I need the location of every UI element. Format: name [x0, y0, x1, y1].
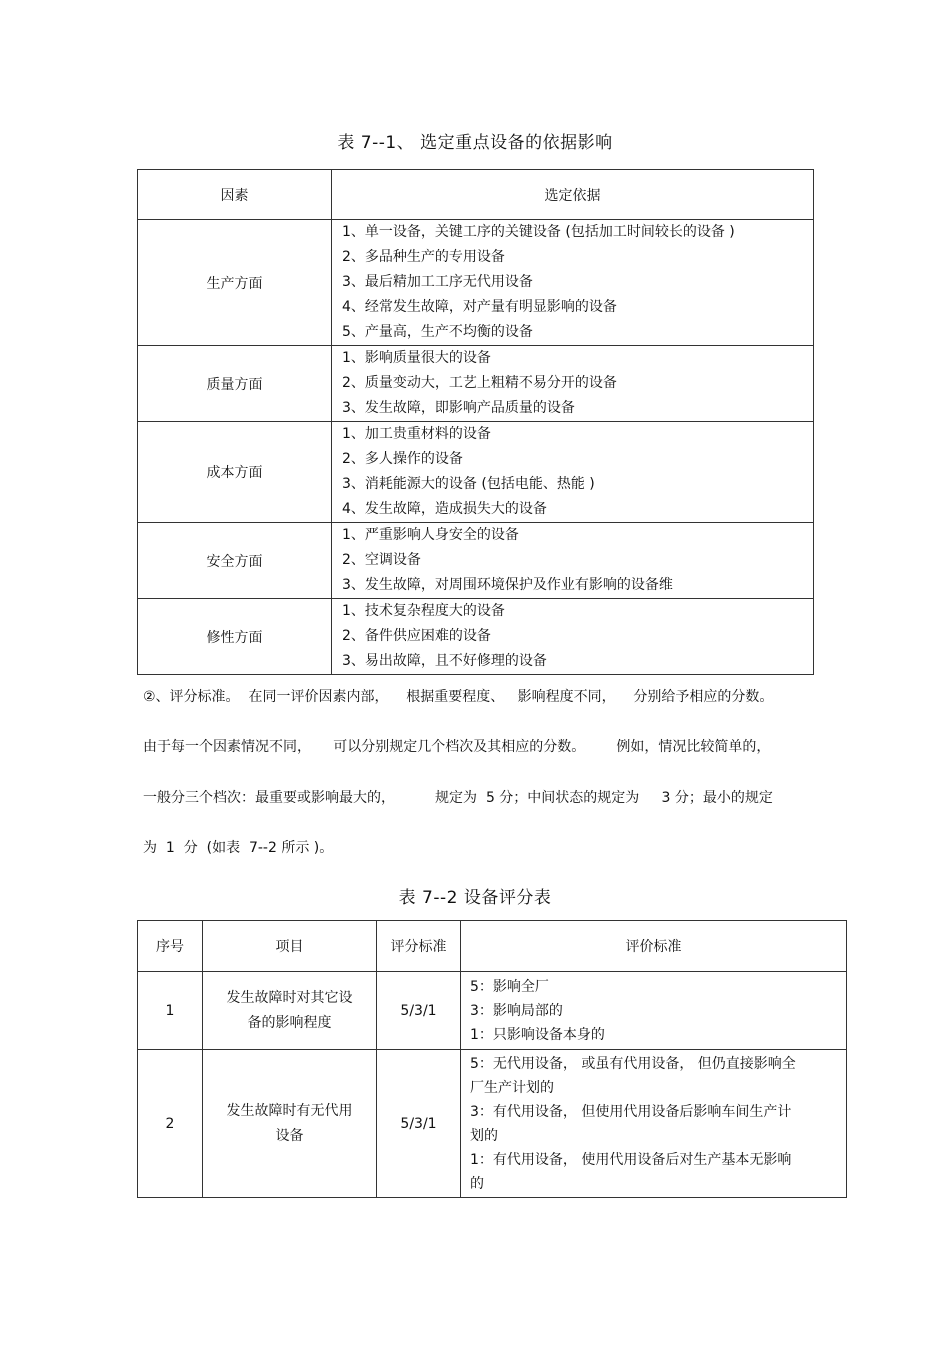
table-row — [138, 599, 814, 675]
criteria-line: 1：只影响设备本身的 — [470, 1026, 605, 1043]
criteria-cell — [461, 972, 847, 1050]
header-score: 评分标准 — [377, 921, 461, 972]
factor-cell: 修性方面 — [138, 599, 332, 675]
basis-item: 2、质量变动大，工艺上粗精不易分开的设备 — [342, 375, 617, 391]
basis-cell — [332, 220, 814, 346]
criteria-line: 3：影响局部的 — [470, 1002, 563, 1019]
basis-item: 1、单一设备，关键工序的关键设备 (包括加工时间较长的设备 ) — [342, 224, 735, 240]
basis-cell — [332, 422, 814, 523]
basis-item: 3、消耗能源大的设备 (包括电能、热能 ) — [342, 476, 595, 492]
basis-cell — [332, 523, 814, 599]
header-item: 项目 — [203, 921, 377, 972]
row-number: 1 — [138, 972, 203, 1050]
criteria-line: 的 — [470, 1175, 484, 1192]
table-row — [138, 1050, 847, 1198]
header-basis: 选定依据 — [332, 170, 814, 220]
basis-item: 5、产量高，生产不均衡的设备 — [342, 324, 533, 340]
body-paragraph-line: ②、评分标准。 在同一评价因素内部， 根据重要程度、 影响程度不同， 分别给予相应的分数。 — [143, 689, 774, 705]
item-line: 发生故障时有无代用 — [226, 1102, 353, 1119]
criteria-line: 划的 — [470, 1127, 498, 1144]
body-paragraph-line: 为 1 分 (如表 7--2 所示 )。 — [143, 840, 334, 856]
basis-item: 3、发生故障，对周围环境保护及作业有影响的设备维 — [342, 577, 673, 593]
basis-item: 4、发生故障，造成损失大的设备 — [342, 501, 547, 517]
criteria-cell — [461, 1050, 847, 1198]
item-line: 设备 — [275, 1127, 304, 1144]
criteria-line: 厂生产计划的 — [470, 1079, 554, 1096]
body-paragraph-line: 由于每一个因素情况不同， 可以分别规定几个档次及其相应的分数。 例如，情况比较简单的， — [143, 739, 771, 755]
basis-item: 2、备件供应困难的设备 — [342, 628, 491, 644]
basis-cell — [332, 346, 814, 422]
item-cell — [203, 1050, 377, 1198]
factor-cell: 生产方面 — [138, 220, 332, 346]
table-header-row — [138, 921, 847, 972]
factor-cell: 质量方面 — [138, 346, 332, 422]
score-cell: 5/3/1 — [377, 972, 461, 1050]
basis-item: 4、经常发生故障，对产量有明显影响的设备 — [342, 299, 617, 315]
criteria-line: 5：影响全厂 — [470, 978, 549, 995]
factor-cell: 安全方面 — [138, 523, 332, 599]
basis-item: 2、空调设备 — [342, 552, 421, 568]
header-factor: 因素 — [138, 170, 332, 220]
table-row — [138, 972, 847, 1050]
item-line: 发生故障时对其它设 — [226, 989, 353, 1006]
criteria-line: 3：有代用设备， 但使用代用设备后影响车间生产计 — [470, 1103, 792, 1120]
basis-item: 2、多品种生产的专用设备 — [342, 249, 505, 265]
basis-item: 3、易出故障，且不好修理的设备 — [342, 653, 547, 669]
body-paragraph-line: 一般分三个档次：最重要或影响最大的， 规定为 5 分；中间状态的规定为 3 分；最小的规定 — [143, 790, 773, 806]
basis-item: 1、严重影响人身安全的设备 — [342, 527, 519, 543]
basis-item: 3、发生故障，即影响产品质量的设备 — [342, 400, 575, 416]
basis-item: 2、多人操作的设备 — [342, 451, 463, 467]
item-cell — [203, 972, 377, 1050]
criteria-line: 5：无代用设备， 或虽有代用设备， 但仍直接影响全 — [470, 1055, 796, 1072]
basis-item: 1、技术复杂程度大的设备 — [342, 603, 505, 619]
basis-item: 1、加工贵重材料的设备 — [342, 426, 491, 442]
factor-cell: 成本方面 — [138, 422, 332, 523]
header-criteria: 评价标准 — [461, 921, 847, 972]
table-header-row — [138, 170, 814, 220]
header-no: 序号 — [138, 921, 203, 972]
item-line: 备的影响程度 — [247, 1014, 332, 1031]
basis-item: 3、最后精加工工序无代用设备 — [342, 274, 533, 290]
criteria-line: 1：有代用设备， 使用代用设备后对生产基本无影响 — [470, 1151, 792, 1168]
table-row — [138, 523, 814, 599]
basis-item: 1、影响质量很大的设备 — [342, 350, 491, 366]
selection-basis-table — [137, 169, 814, 675]
table1-title: 表 7--1、 选定重点设备的依据影响 — [337, 133, 613, 153]
table-row — [138, 220, 814, 346]
row-number: 2 — [138, 1050, 203, 1198]
table2-title: 表 7--2 设备评分表 — [398, 888, 552, 908]
equipment-scoring-table — [137, 920, 847, 1198]
basis-cell — [332, 599, 814, 675]
score-cell: 5/3/1 — [377, 1050, 461, 1198]
table-row — [138, 422, 814, 523]
table-row — [138, 346, 814, 422]
